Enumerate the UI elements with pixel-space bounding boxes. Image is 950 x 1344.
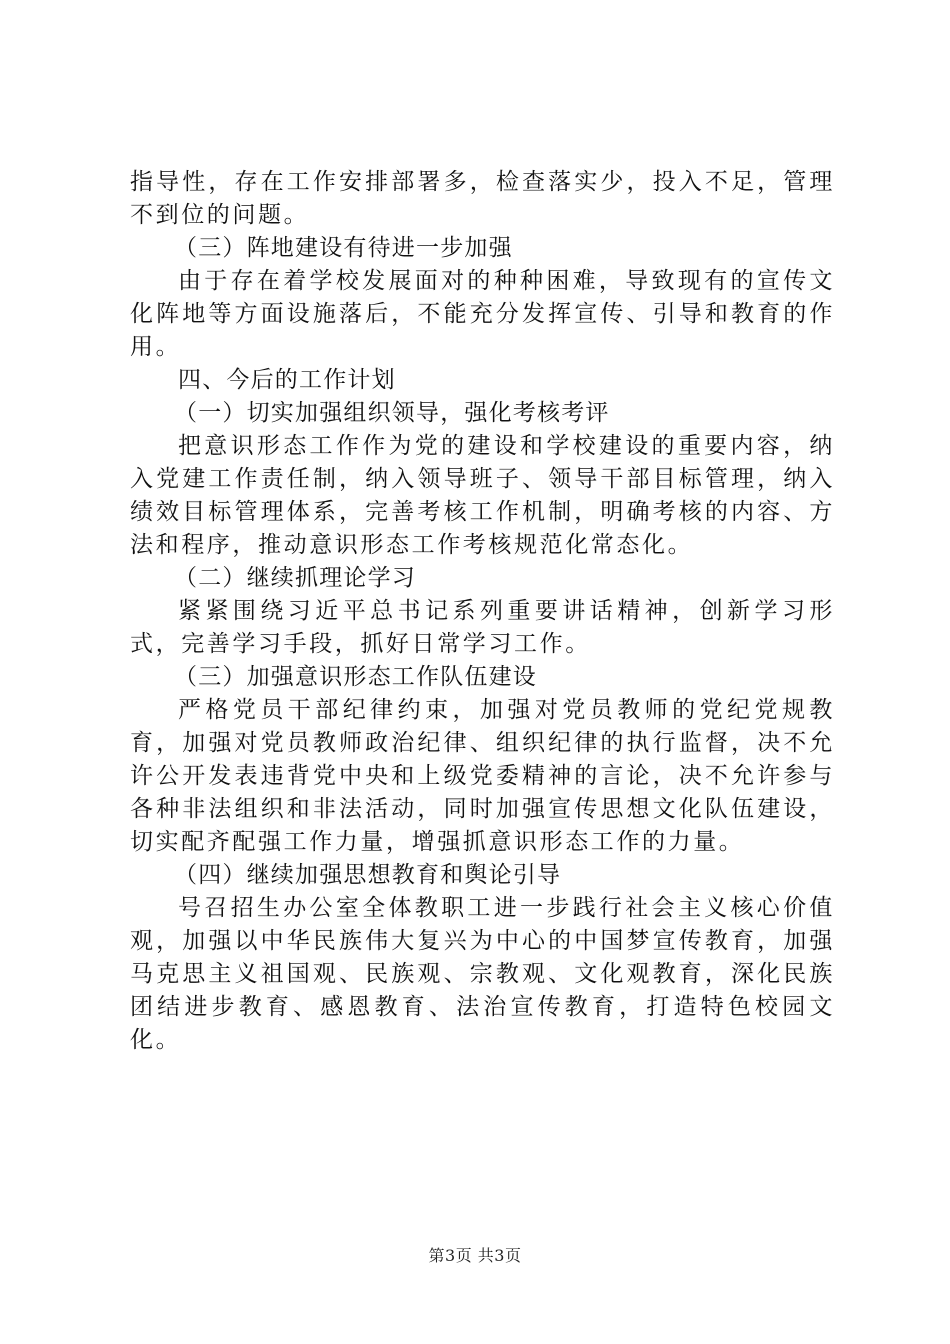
paragraph-continued: 指导性，存在工作安排部署多，检查落实少，投入不足，管理不到位的问题。 <box>130 169 835 228</box>
chapter-heading-4: 四、今后的工作计划 <box>178 367 396 393</box>
paragraph: 把意识形态工作作为党的建设和学校建设的重要内容，纳入党建工作责任制，纳入领导班子、领导干部目标管理，纳入绩效目标管理体系，完善考核工作机制，明确考核的内容、方法和程序，推动意识形态工作考核规范化常态化。 <box>130 433 835 558</box>
page-number-footer: 第3页 共3页 <box>428 1246 522 1265</box>
paragraph: 紧紧围绕习近平总书记系列重要讲话精神，创新学习形式，完善学习手段，抓好日常学习工作。 <box>130 598 835 657</box>
section-heading-1: （一）切实加强组织领导，强化考核考评 <box>174 400 610 426</box>
section-heading-4: （四）继续加强思想教育和舆论引导 <box>174 862 562 888</box>
paragraph: 严格党员干部纪律约束，加强对党员教师的党纪党规教育，加强对党员教师政治纪律、组织纪律的执行监督，决不允许公开发表违背党中央和上级党委精神的言论，决不允许参与各种非法组织和非法活动，同时加强宣传思想文化队伍建设，切实配齐配强工作力量，增强抓意识形态工作的力量。 <box>130 697 835 855</box>
section-heading-2: （二）继续抓理论学习 <box>174 565 416 591</box>
section-heading-3b: （三）加强意识形态工作队伍建设 <box>174 664 537 690</box>
document-body <box>130 166 835 1057</box>
paragraph: 由于存在着学校发展面对的种种困难，导致现有的宣传文化阵地等方面设施落后，不能充分发挥宣传、引导和教育的作用。 <box>130 268 835 360</box>
section-heading-3: （三）阵地建设有待进一步加强 <box>174 235 513 261</box>
paragraph: 号召招生办公室全体教职工进一步践行社会主义核心价值观，加强以中华民族伟大复兴为中心的中国梦宣传教育，加强马克思主义祖国观、民族观、宗教观、文化观教育，深化民族团结进步教育、感恩教育、法治宣传教育，打造特色校园文化。 <box>130 895 835 1053</box>
